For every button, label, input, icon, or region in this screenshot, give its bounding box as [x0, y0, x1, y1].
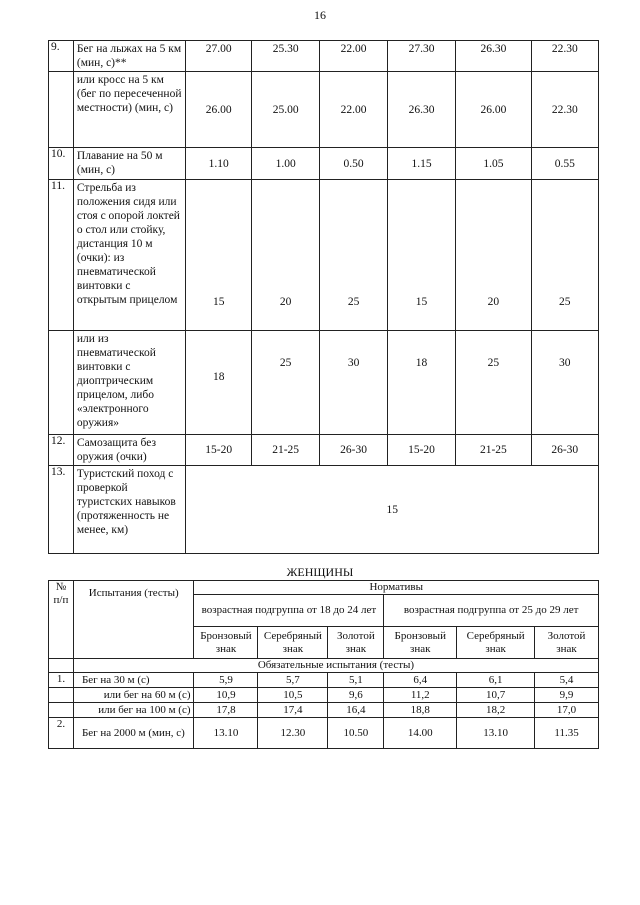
- value-cell: 25: [320, 180, 387, 331]
- table-row: [49, 180, 599, 331]
- merged-value-cell: 15: [186, 466, 599, 554]
- value-cell: 25: [456, 331, 531, 435]
- value-cell: 26.00: [456, 72, 531, 148]
- table-row: [49, 435, 599, 466]
- value-cell: 17,0: [535, 703, 599, 718]
- table-row: [49, 41, 599, 72]
- value-cell: 15-20: [387, 435, 455, 466]
- test-name: или бег на 100 м (с): [73, 703, 194, 718]
- value-cell: 26-30: [531, 435, 598, 466]
- page-number: 16: [314, 8, 326, 22]
- value-cell: 1.10: [186, 148, 251, 180]
- table-row: [49, 688, 599, 703]
- men-standards-table: [48, 40, 599, 554]
- col-test-header: Испытания (тесты): [73, 581, 194, 659]
- table-row: [49, 718, 599, 749]
- test-name: Самозащита без оружия (очки): [73, 435, 186, 466]
- badge-header: Золотой знак: [328, 627, 384, 659]
- value-cell: 10,9: [194, 688, 258, 703]
- value-cell: 17,8: [194, 703, 258, 718]
- table-row: [49, 673, 599, 688]
- value-cell: 30: [531, 331, 598, 435]
- value-cell: 25: [251, 331, 319, 435]
- value-cell: 9,9: [535, 688, 599, 703]
- value-cell: 30: [320, 331, 387, 435]
- value-cell: 0.50: [320, 148, 387, 180]
- age-group-header: возрастная подгруппа от 25 до 29 лет: [384, 595, 599, 627]
- value-cell: 11,2: [384, 688, 457, 703]
- value-cell: 22.30: [531, 41, 598, 72]
- badge-header: Серебряный знак: [457, 627, 535, 659]
- test-name: или из пневматической винтовки с диоптрическим прицелом, либо «электронного оружия»: [73, 331, 186, 435]
- row-number: 11.: [49, 180, 74, 331]
- value-cell: 18,8: [384, 703, 457, 718]
- col-number-header: № п/п: [49, 581, 74, 659]
- badge-header: Бронзовый знак: [194, 627, 258, 659]
- value-cell: 13.10: [457, 718, 535, 749]
- test-name: Бег на лыжах на 5 км (мин, с)**: [73, 41, 186, 72]
- value-cell: 13.10: [194, 718, 258, 749]
- value-cell: 21-25: [456, 435, 531, 466]
- row-number: 12.: [49, 435, 74, 466]
- test-name: Стрельба из положения сидя или стоя с опорой локтей о стол или стойку, дистанция 10 м (очки): из пневматической винтовки с открытым прицелом: [73, 180, 186, 331]
- value-cell: 21-25: [251, 435, 319, 466]
- value-cell: 15: [186, 180, 251, 331]
- value-cell: 18: [186, 331, 251, 435]
- section-row: [49, 659, 599, 673]
- value-cell: 22.30: [531, 72, 598, 148]
- row-number: [49, 331, 74, 435]
- women-standards-table: [48, 580, 599, 749]
- value-cell: 17,4: [258, 703, 328, 718]
- value-cell: 5,4: [535, 673, 599, 688]
- test-name: или кросс на 5 км (бег по пересеченной местности) (мин, с): [73, 72, 186, 148]
- value-cell: 11.35: [535, 718, 599, 749]
- value-cell: 0.55: [531, 148, 598, 180]
- value-cell: 9,6: [328, 688, 384, 703]
- value-cell: 20: [456, 180, 531, 331]
- col-norms-header: Нормативы: [194, 581, 599, 595]
- table-row: [49, 72, 599, 148]
- test-name: Плавание на 50 м (мин, с): [73, 148, 186, 180]
- badge-header: Серебряный знак: [258, 627, 328, 659]
- value-cell: 25: [531, 180, 598, 331]
- badge-header: Бронзовый знак: [384, 627, 457, 659]
- row-number: 2.: [49, 718, 74, 749]
- value-cell: 18: [387, 331, 455, 435]
- value-cell: 18,2: [457, 703, 535, 718]
- value-cell: 26-30: [320, 435, 387, 466]
- value-cell: 10,5: [258, 688, 328, 703]
- value-cell: 16,4: [328, 703, 384, 718]
- value-cell: 22.00: [320, 41, 387, 72]
- header-row: [49, 581, 599, 595]
- value-cell: 15-20: [186, 435, 251, 466]
- row-number: [49, 703, 74, 718]
- value-cell: 25.30: [251, 41, 319, 72]
- value-cell: 5,9: [194, 673, 258, 688]
- value-cell: 5,7: [258, 673, 328, 688]
- badge-header: Золотой знак: [535, 627, 599, 659]
- value-cell: 26.30: [456, 41, 531, 72]
- value-cell: 1.05: [456, 148, 531, 180]
- value-cell: 20: [251, 180, 319, 331]
- value-cell: 5,1: [328, 673, 384, 688]
- value-cell: 27.30: [387, 41, 455, 72]
- value-cell: 26.00: [186, 72, 251, 148]
- row-number: 10.: [49, 148, 74, 180]
- value-cell: 6,1: [457, 673, 535, 688]
- row-number: [49, 688, 74, 703]
- row-number: 9.: [49, 41, 74, 72]
- test-name: Бег на 2000 м (мин, с): [73, 718, 194, 749]
- value-cell: 10,7: [457, 688, 535, 703]
- value-cell: 6,4: [384, 673, 457, 688]
- value-cell: 25.00: [251, 72, 319, 148]
- test-name: Туристский поход с проверкой туристских навыков (протяженность не менее, км): [73, 466, 186, 554]
- section-title: Обязательные испытания (тесты): [73, 659, 598, 673]
- value-cell: 27.00: [186, 41, 251, 72]
- women-section-title: ЖЕНЩИНЫ: [286, 565, 354, 579]
- value-cell: 10.50: [328, 718, 384, 749]
- table-row: [49, 331, 599, 435]
- value-cell: 14.00: [384, 718, 457, 749]
- value-cell: 12.30: [258, 718, 328, 749]
- value-cell: 1.15: [387, 148, 455, 180]
- test-name: Бег на 30 м (с): [73, 673, 194, 688]
- value-cell: 22.00: [320, 72, 387, 148]
- table-row: [49, 466, 599, 554]
- age-group-header: возрастная подгруппа от 18 до 24 лет: [194, 595, 384, 627]
- test-name: или бег на 60 м (с): [73, 688, 194, 703]
- table-row: [49, 148, 599, 180]
- value-cell: 26.30: [387, 72, 455, 148]
- row-number: 13.: [49, 466, 74, 554]
- row-number: 1.: [49, 673, 74, 688]
- row-number: [49, 72, 74, 148]
- value-cell: 1.00: [251, 148, 319, 180]
- value-cell: 15: [387, 180, 455, 331]
- table-row: [49, 703, 599, 718]
